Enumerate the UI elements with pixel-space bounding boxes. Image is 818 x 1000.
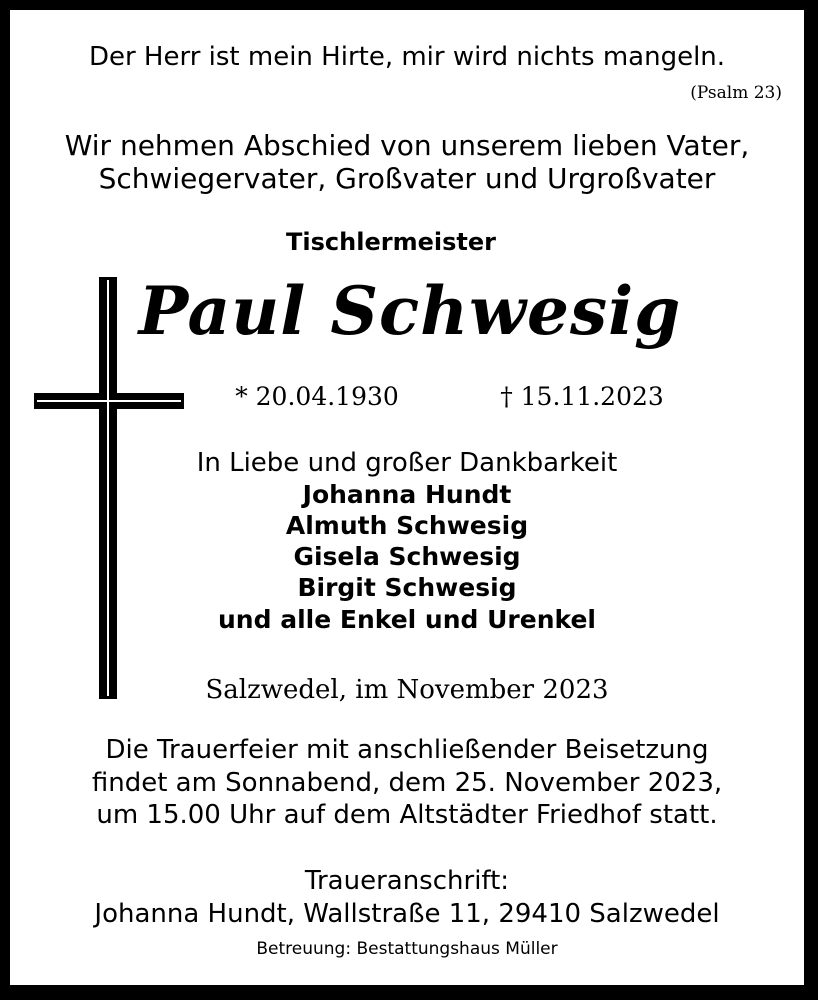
address-line: Johanna Hundt, Wallstraße 11, 29410 Salzwedel: [94, 899, 720, 929]
place-date: Salzwedel, im November 2023: [205, 675, 609, 705]
farewell-line-2: Schwiegervater, Großvater und Urgroßvater: [98, 162, 716, 195]
ceremony-line-3: um 15.00 Uhr auf dem Altstädter Friedhof statt.: [96, 800, 718, 830]
deceased-title: Tischlermeister: [286, 228, 496, 256]
mourner-name: Almuth Schwesig: [285, 511, 529, 540]
address-heading: Traueranschrift:: [304, 866, 510, 896]
death-date: † 15.11.2023: [500, 382, 664, 411]
ceremony-line-1: Die Trauerfeier mit anschließender Beisetzung: [105, 735, 709, 765]
psalm-reference: (Psalm 23): [690, 83, 782, 103]
psalm-quote: Der Herr ist mein Hirte, mir wird nichts mangeln.: [88, 42, 726, 72]
care-note: Betreuung: Bestattungshaus Müller: [256, 939, 558, 959]
mourner-name: Johanna Hundt: [302, 480, 512, 509]
farewell-line-1: Wir nehmen Abschied von unserem lieben Vater,: [64, 129, 750, 162]
birth-date: * 20.04.1930: [235, 382, 399, 411]
ceremony-line-2: findet am Sonnabend, dem 25. November 2023,: [91, 768, 723, 798]
obituary-notice: [10, 10, 804, 985]
mourners-intro: In Liebe und großer Dankbarkeit: [196, 448, 618, 478]
deceased-name: Paul Schwesig: [138, 272, 682, 350]
mourner-name: Gisela Schwesig: [293, 542, 521, 571]
mourners-closing: und alle Enkel und Urenkel: [218, 605, 596, 634]
mourner-name: Birgit Schwesig: [297, 573, 517, 602]
